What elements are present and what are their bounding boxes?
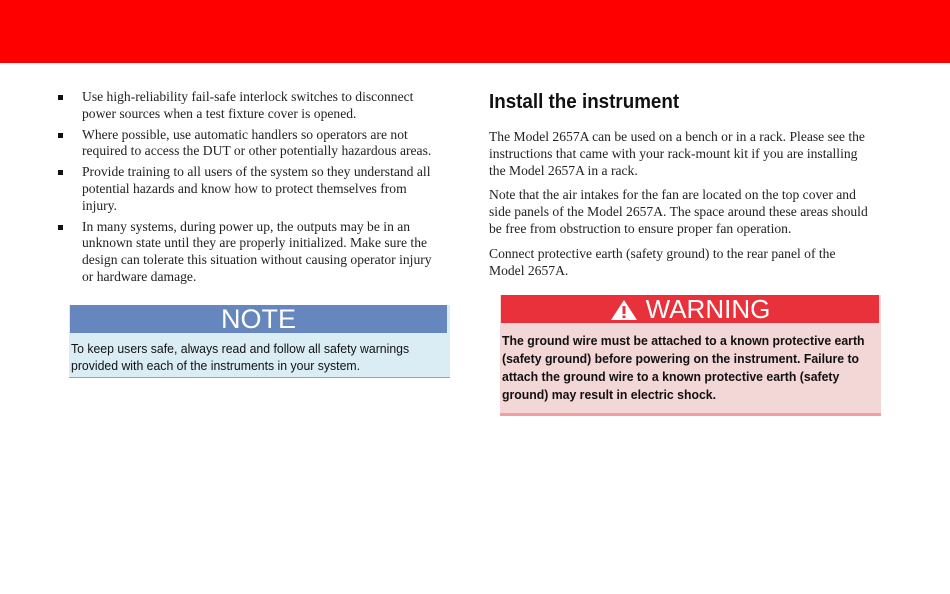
warning-line: The ground wire must be attached to a known protective earth bbox=[502, 333, 865, 348]
paragraph-line: be free from obstruction to ensure proper fan operation. bbox=[489, 220, 792, 236]
bullet-line: injury. bbox=[82, 197, 117, 213]
warning-header bbox=[501, 295, 879, 323]
paragraph-line: side panels of the Model 2657A. The space around these areas should bbox=[489, 204, 868, 220]
paragraph-line: Connect protective earth (safety ground) to the rear panel of the bbox=[489, 245, 836, 261]
bullet-line: or hardware damage. bbox=[82, 268, 197, 284]
warning-triangle-icon bbox=[610, 298, 638, 326]
bullet-line: unknown state until they are properly initialized. Make sure the bbox=[82, 235, 428, 251]
note-text bbox=[71, 340, 421, 374]
bullet-item bbox=[58, 164, 453, 214]
bullet-item bbox=[58, 219, 453, 286]
bullet-line: Provide training to all users of the system so they understand all bbox=[82, 164, 431, 180]
top-banner bbox=[0, 0, 950, 63]
bullet-square-icon bbox=[58, 95, 63, 100]
note-box bbox=[69, 305, 450, 378]
bullet-line: potential hazards and know how to protect themselves from bbox=[82, 180, 407, 196]
warning-box bbox=[500, 295, 881, 416]
note-line: provided with each of the instruments in your system. bbox=[71, 358, 361, 373]
paragraph bbox=[489, 129, 899, 179]
paragraph-line: instructions that came with your rack-mount kit if you are installing bbox=[489, 145, 858, 161]
bullet-line: In many systems, during power up, the outputs may be in an bbox=[82, 218, 411, 234]
bullet-item bbox=[58, 89, 453, 123]
paragraph-line: The Model 2657A can be used on a bench or in a rack. Please see the bbox=[489, 129, 865, 144]
left-column bbox=[58, 89, 453, 290]
warning-line: attach the ground wire to a known protective earth (safety bbox=[502, 369, 840, 384]
paragraph-line: the Model 2657A in a rack. bbox=[489, 162, 638, 178]
safety-bullet-list bbox=[58, 89, 453, 286]
section-title: Install the instrument bbox=[489, 91, 680, 113]
bullet-square-icon bbox=[58, 170, 63, 175]
bullet-square-icon bbox=[58, 133, 63, 138]
paragraph-line: Model 2657A. bbox=[489, 262, 569, 278]
paragraph bbox=[489, 187, 899, 237]
warning-text bbox=[502, 332, 865, 404]
right-column bbox=[489, 89, 899, 287]
bullet-line: design can tolerate this situation without causing operator injury bbox=[82, 252, 432, 268]
note-line: To keep users safe, always read and follow all safety warnings bbox=[71, 341, 410, 356]
note-header: NOTE bbox=[70, 305, 447, 333]
bullet-line: power sources when a test fixture cover is opened. bbox=[82, 105, 357, 121]
warning-header-label: WARNING bbox=[645, 294, 771, 324]
bullet-item bbox=[58, 127, 453, 161]
bullet-line: Use high-reliability fail-safe interlock switches to disconnect bbox=[82, 89, 414, 104]
warning-line: ground) may result in electric shock. bbox=[502, 387, 717, 402]
bullet-line: required to access the DUT or other potentially hazardous areas. bbox=[82, 143, 432, 159]
warning-line: (safety ground) before powering on the instrument. Failure to bbox=[502, 351, 860, 366]
paragraph-line: Note that the air intakes for the fan are located on the top cover and bbox=[489, 187, 856, 203]
paragraph bbox=[489, 246, 899, 280]
bullet-line: Where possible, use automatic handlers so operators are not bbox=[82, 126, 408, 142]
bullet-square-icon bbox=[58, 225, 63, 230]
